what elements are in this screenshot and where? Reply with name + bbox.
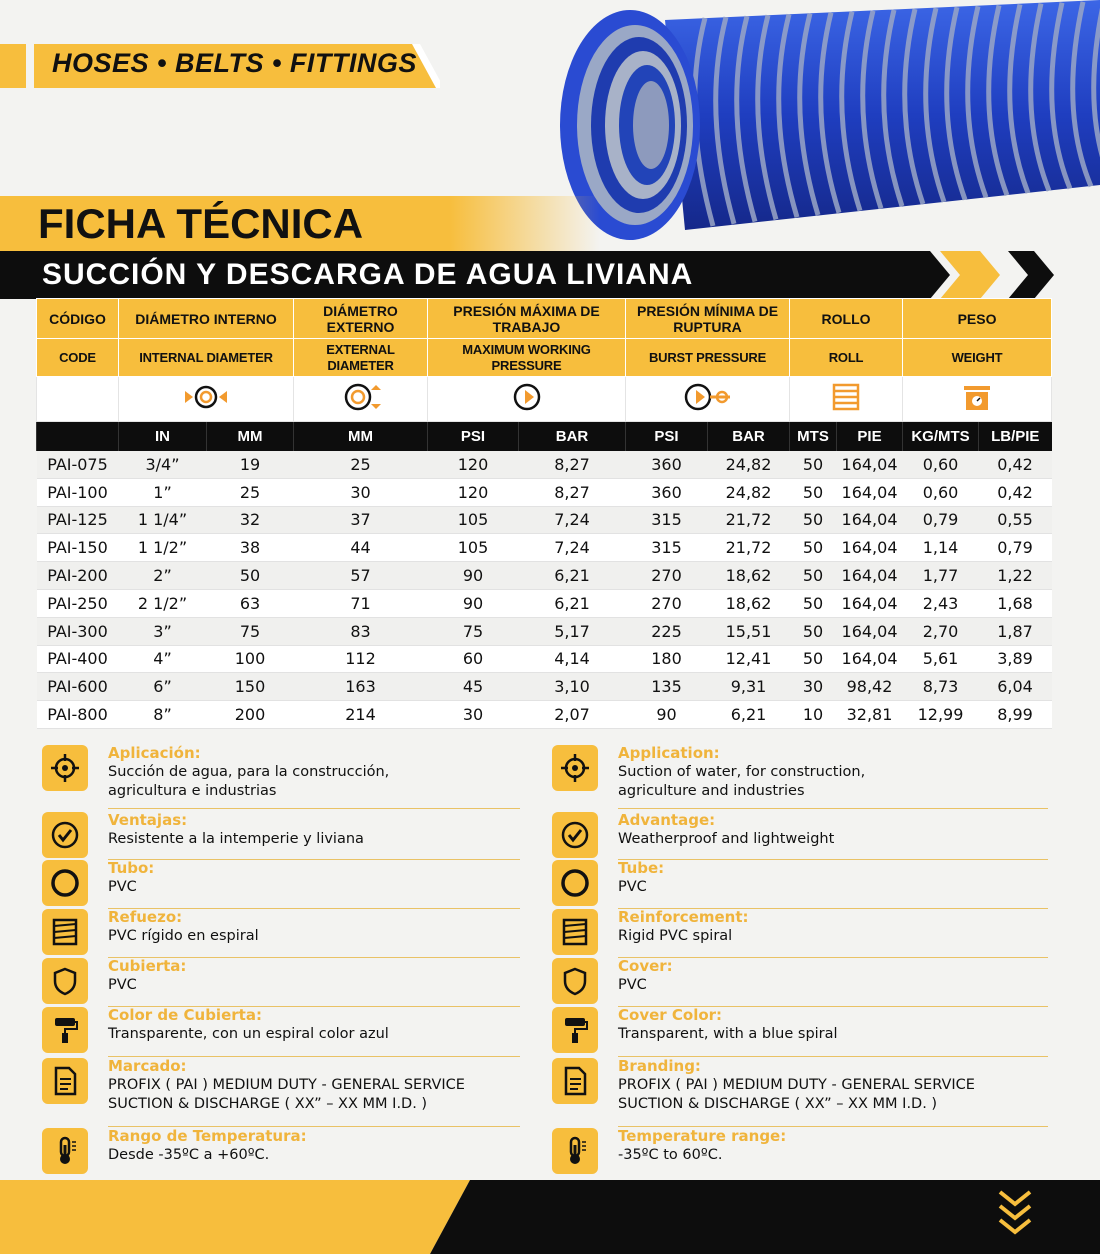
info-item xyxy=(552,1128,1048,1178)
divider xyxy=(108,808,520,809)
info-value xyxy=(108,1025,389,1044)
header-icon-empty xyxy=(37,377,119,422)
table-cell: 75 xyxy=(428,617,519,645)
page-title: FICHA TÉCNICA xyxy=(38,200,364,247)
info-value-line: PVC xyxy=(108,879,137,895)
table-cell: 164,04 xyxy=(837,478,903,506)
info-icon-box xyxy=(42,909,88,955)
table-cell: 1,87 xyxy=(979,617,1052,645)
info-value-line: SUCTION & DISCHARGE ( XX” – XX MM I.D. ) xyxy=(618,1096,938,1112)
table-cell: 90 xyxy=(428,562,519,590)
table-cell: 0,55 xyxy=(979,506,1052,534)
unit-cell xyxy=(37,422,119,452)
info-icon-box xyxy=(552,1128,598,1174)
table-cell: 8” xyxy=(119,701,207,729)
table-cell: 25 xyxy=(294,451,428,478)
table-cell: 71 xyxy=(294,589,428,617)
info-value-line: Rigid PVC spiral xyxy=(618,928,733,944)
table-cell: 44 xyxy=(294,534,428,562)
info-value xyxy=(618,878,647,897)
info-value-line: Transparente, con un espiral color azul xyxy=(108,1026,389,1042)
table-cell: 4,14 xyxy=(519,645,626,673)
table-cell: 163 xyxy=(294,673,428,701)
info-value xyxy=(618,927,732,946)
info-icon-box xyxy=(42,860,88,906)
table-cell: 6,04 xyxy=(979,673,1052,701)
table-cell: 32,81 xyxy=(837,701,903,729)
table-cell: 4” xyxy=(119,645,207,673)
table-cell: 1,22 xyxy=(979,562,1052,590)
info-value-line: PVC xyxy=(108,977,137,993)
table-cell: 30 xyxy=(294,478,428,506)
table-cell: 1 1/4” xyxy=(119,506,207,534)
info-item xyxy=(42,1007,520,1057)
info-value xyxy=(618,1076,975,1114)
target-icon xyxy=(50,753,80,783)
diameter-icon xyxy=(183,385,229,409)
table-cell: 0,79 xyxy=(979,534,1052,562)
check-icon xyxy=(560,820,590,850)
info-icon-box xyxy=(552,909,598,955)
info-value-line: Suction of water, for construction, xyxy=(618,764,866,780)
info-icon-box xyxy=(42,1007,88,1053)
info-value xyxy=(108,878,137,897)
info-label: Ventajas: xyxy=(108,811,188,829)
product-code-cell: PAI-600 xyxy=(37,673,119,701)
paint-roller-icon xyxy=(560,1015,590,1045)
info-value-line: Resistente a la intemperie y liviana xyxy=(108,831,364,847)
info-value xyxy=(108,1076,465,1114)
table-cell: 5,17 xyxy=(519,617,626,645)
table-cell: 270 xyxy=(626,562,708,590)
unit-cell: PSI xyxy=(428,422,519,452)
info-item xyxy=(42,909,520,959)
table-cell: 50 xyxy=(790,534,837,562)
header-es-external-diameter: DIÁMETRO EXTERNO xyxy=(294,299,428,339)
info-value-line: agricultura e industrias xyxy=(108,783,277,799)
table-cell: 2” xyxy=(119,562,207,590)
table-cell: 1,14 xyxy=(903,534,979,562)
table-row xyxy=(37,617,1052,645)
table-cell: 37 xyxy=(294,506,428,534)
table-cell: 15,51 xyxy=(708,617,790,645)
info-item xyxy=(42,1128,520,1178)
unit-cell: PSI xyxy=(626,422,708,452)
header-en-internal-diameter: INTERNAL DIAMETER xyxy=(119,339,294,377)
product-code-cell: PAI-800 xyxy=(37,701,119,729)
target-icon xyxy=(560,753,590,783)
page-subtitle: SUCCIÓN Y DESCARGA DE AGUA LIVIANA xyxy=(42,258,694,291)
table-cell: 50 xyxy=(790,562,837,590)
header-es-internal-diameter: DIÁMETRO INTERNO xyxy=(119,299,294,339)
info-value xyxy=(108,976,137,995)
table-cell: 24,82 xyxy=(708,478,790,506)
table-cell: 60 xyxy=(428,645,519,673)
info-value xyxy=(108,763,389,801)
info-label: Aplicación: xyxy=(108,744,201,762)
product-code-cell: PAI-300 xyxy=(37,617,119,645)
spec-table xyxy=(36,298,1052,729)
table-cell: 19 xyxy=(207,451,294,478)
unit-cell: LB/PIE xyxy=(979,422,1052,452)
table-cell: 50 xyxy=(790,451,837,478)
header-es-weight: PESO xyxy=(903,299,1052,339)
header-es-roll: ROLLO xyxy=(790,299,903,339)
pressure-gauge-icon xyxy=(512,382,542,412)
table-cell: 120 xyxy=(428,451,519,478)
info-label: Advantage: xyxy=(618,811,716,829)
header-en-code: CODE xyxy=(37,339,119,377)
header-en-weight: WEIGHT xyxy=(903,339,1052,377)
table-cell: 214 xyxy=(294,701,428,729)
info-value-line: Succión de agua, para la construcción, xyxy=(108,764,390,780)
footer-band xyxy=(0,1180,1100,1254)
table-cell: 120 xyxy=(428,478,519,506)
table-cell: 2,07 xyxy=(519,701,626,729)
product-code-cell: PAI-075 xyxy=(37,451,119,478)
info-icon-box xyxy=(552,1058,598,1104)
info-label: Branding: xyxy=(618,1057,701,1075)
table-cell: 6” xyxy=(119,673,207,701)
info-icon-box xyxy=(42,1128,88,1174)
table-cell: 7,24 xyxy=(519,534,626,562)
info-item xyxy=(42,1057,520,1112)
table-row xyxy=(37,534,1052,562)
table-cell: 63 xyxy=(207,589,294,617)
table-cell: 6,21 xyxy=(708,701,790,729)
info-label: Refuezo: xyxy=(108,908,183,926)
table-row xyxy=(37,506,1052,534)
paint-roller-icon xyxy=(50,1015,80,1045)
table-cell: 164,04 xyxy=(837,562,903,590)
info-icon-box xyxy=(552,958,598,1004)
roll-icon xyxy=(831,383,861,411)
info-value-line: Transparent, with a blue spiral xyxy=(618,1026,838,1042)
table-cell: 50 xyxy=(790,617,837,645)
info-item xyxy=(42,958,520,1008)
table-cell: 164,04 xyxy=(837,617,903,645)
table-cell: 57 xyxy=(294,562,428,590)
info-value-line: SUCTION & DISCHARGE ( XX” – XX MM I.D. ) xyxy=(108,1096,428,1112)
table-cell: 0,42 xyxy=(979,451,1052,478)
table-cell: 164,04 xyxy=(837,589,903,617)
table-cell: 105 xyxy=(428,534,519,562)
table-cell: 315 xyxy=(626,534,708,562)
table-cell: 315 xyxy=(626,506,708,534)
info-value-line: Desde -35ºC a +60ºC. xyxy=(108,1147,270,1163)
unit-cell: MM xyxy=(294,422,428,452)
table-cell: 8,27 xyxy=(519,478,626,506)
table-cell: 1 1/2” xyxy=(119,534,207,562)
document-icon xyxy=(50,1066,80,1096)
table-cell: 25 xyxy=(207,478,294,506)
info-label: Cover: xyxy=(618,957,673,975)
header-en-external-diameter: EXTERNAL DIAMETER xyxy=(294,339,428,377)
info-value-line: PVC xyxy=(618,977,647,993)
tube-icon xyxy=(560,868,590,898)
table-cell: 6,21 xyxy=(519,589,626,617)
info-icon-box xyxy=(552,1007,598,1053)
table-row xyxy=(37,478,1052,506)
table-cell: 83 xyxy=(294,617,428,645)
spiral-icon xyxy=(50,917,80,947)
header-es-burst-pressure: PRESIÓN MÍNIMA DE RUPTURA xyxy=(626,299,790,339)
info-icon-box xyxy=(552,812,598,858)
table-cell: 112 xyxy=(294,645,428,673)
product-code-cell: PAI-125 xyxy=(37,506,119,534)
info-label: Cubierta: xyxy=(108,957,187,975)
info-value-line: agriculture and industries xyxy=(618,783,805,799)
table-cell: 9,31 xyxy=(708,673,790,701)
table-cell: 21,72 xyxy=(708,506,790,534)
table-cell: 3” xyxy=(119,617,207,645)
table-cell: 1,68 xyxy=(979,589,1052,617)
check-icon xyxy=(50,820,80,850)
table-cell: 7,24 xyxy=(519,506,626,534)
info-label: Color de Cubierta: xyxy=(108,1006,262,1024)
info-label: Marcado: xyxy=(108,1057,187,1075)
header-en-max-pressure: MAXIMUM WORKING PRESSURE xyxy=(428,339,626,377)
info-label: Rango de Temperatura: xyxy=(108,1127,307,1145)
table-cell: 105 xyxy=(428,506,519,534)
shield-icon xyxy=(50,966,80,996)
product-code-cell: PAI-200 xyxy=(37,562,119,590)
info-value xyxy=(108,1146,269,1165)
info-icon-box xyxy=(42,958,88,1004)
table-cell: 3,10 xyxy=(519,673,626,701)
table-cell: 1” xyxy=(119,478,207,506)
product-code-cell: PAI-400 xyxy=(37,645,119,673)
table-cell: 135 xyxy=(626,673,708,701)
info-item xyxy=(552,812,1048,862)
table-cell: 3/4” xyxy=(119,451,207,478)
info-label: Tubo: xyxy=(108,859,155,877)
header-en-roll: ROLL xyxy=(790,339,903,377)
table-row xyxy=(37,645,1052,673)
table-cell: 2 1/2” xyxy=(119,589,207,617)
units-header xyxy=(37,422,1052,452)
info-value-line: PVC xyxy=(618,879,647,895)
table-cell: 6,21 xyxy=(519,562,626,590)
thermometer-icon xyxy=(560,1136,590,1166)
unit-cell: BAR xyxy=(519,422,626,452)
unit-cell: BAR xyxy=(708,422,790,452)
table-cell: 50 xyxy=(207,562,294,590)
table-cell: 150 xyxy=(207,673,294,701)
table-cell: 8,99 xyxy=(979,701,1052,729)
info-value-line: PVC rígido en espiral xyxy=(108,928,259,944)
table-cell: 5,61 xyxy=(903,645,979,673)
table-cell: 30 xyxy=(790,673,837,701)
info-icon-box xyxy=(42,812,88,858)
table-cell: 360 xyxy=(626,478,708,506)
hose-image xyxy=(545,0,1100,250)
table-cell: 164,04 xyxy=(837,451,903,478)
info-icon-box xyxy=(552,860,598,906)
table-cell: 100 xyxy=(207,645,294,673)
table-cell: 8,73 xyxy=(903,673,979,701)
thermometer-icon xyxy=(50,1136,80,1166)
info-item xyxy=(552,860,1048,910)
info-value-line: -35ºC to 60ºC. xyxy=(618,1147,723,1163)
table-cell: 0,60 xyxy=(903,478,979,506)
info-value xyxy=(618,830,834,849)
table-cell: 2,43 xyxy=(903,589,979,617)
table-cell: 90 xyxy=(428,589,519,617)
table-cell: 38 xyxy=(207,534,294,562)
table-cell: 164,04 xyxy=(837,645,903,673)
info-item xyxy=(552,744,1048,799)
info-label: Temperature range: xyxy=(618,1127,787,1145)
table-row xyxy=(37,701,1052,729)
table-cell: 200 xyxy=(207,701,294,729)
tagline: HOSES • BELTS • FITTINGS xyxy=(52,48,417,78)
info-label: Reinforcement: xyxy=(618,908,749,926)
table-cell: 180 xyxy=(626,645,708,673)
table-row xyxy=(37,673,1052,701)
table-row xyxy=(37,562,1052,590)
info-value xyxy=(618,763,865,801)
table-cell: 50 xyxy=(790,478,837,506)
table-cell: 50 xyxy=(790,645,837,673)
table-cell: 18,62 xyxy=(708,589,790,617)
tube-icon xyxy=(50,868,80,898)
table-cell: 30 xyxy=(428,701,519,729)
header-es-code: CÓDIGO xyxy=(37,299,119,339)
info-item xyxy=(42,860,520,910)
table-cell: 270 xyxy=(626,589,708,617)
scale-icon xyxy=(962,382,992,412)
table-cell: 45 xyxy=(428,673,519,701)
table-cell: 1,77 xyxy=(903,562,979,590)
table-cell: 12,41 xyxy=(708,645,790,673)
document-icon xyxy=(560,1066,590,1096)
table-cell: 24,82 xyxy=(708,451,790,478)
unit-cell: MTS xyxy=(790,422,837,452)
info-icon-box xyxy=(42,1058,88,1104)
unit-cell: MM xyxy=(207,422,294,452)
table-cell: 12,99 xyxy=(903,701,979,729)
table-cell: 0,42 xyxy=(979,478,1052,506)
table-cell: 8,27 xyxy=(519,451,626,478)
info-item xyxy=(42,744,520,799)
table-row xyxy=(37,589,1052,617)
unit-cell: KG/MTS xyxy=(903,422,979,452)
info-icon-box xyxy=(552,745,598,791)
table-cell: 21,72 xyxy=(708,534,790,562)
table-cell: 10 xyxy=(790,701,837,729)
table-cell: 98,42 xyxy=(837,673,903,701)
table-cell: 3,89 xyxy=(979,645,1052,673)
table-cell: 32 xyxy=(207,506,294,534)
info-value-line: PROFIX ( PAI ) MEDIUM DUTY - GENERAL SERVICE xyxy=(618,1077,975,1093)
table-cell: 0,60 xyxy=(903,451,979,478)
table-cell: 2,70 xyxy=(903,617,979,645)
table-cell: 50 xyxy=(790,589,837,617)
info-item xyxy=(42,812,520,862)
unit-cell: IN xyxy=(119,422,207,452)
table-cell: 164,04 xyxy=(837,506,903,534)
info-value-line: Weatherproof and lightweight xyxy=(618,831,835,847)
table-cell: 75 xyxy=(207,617,294,645)
info-item xyxy=(552,1057,1048,1112)
info-label: Tube: xyxy=(618,859,665,877)
product-code-cell: PAI-250 xyxy=(37,589,119,617)
table-body xyxy=(37,451,1052,728)
info-item xyxy=(552,958,1048,1008)
info-label: Application: xyxy=(618,744,720,762)
info-value xyxy=(108,927,259,946)
header-en-burst-pressure: BURST PRESSURE xyxy=(626,339,790,377)
header-es-max-pressure: PRESIÓN MÁXIMA DE TRABAJO xyxy=(428,299,626,339)
table-cell: 360 xyxy=(626,451,708,478)
info-item xyxy=(552,1007,1048,1057)
shield-icon xyxy=(560,966,590,996)
info-value xyxy=(618,976,647,995)
info-value xyxy=(618,1146,722,1165)
info-label: Cover Color: xyxy=(618,1006,723,1024)
table-cell: 164,04 xyxy=(837,534,903,562)
spiral-icon xyxy=(560,917,590,947)
product-code-cell: PAI-150 xyxy=(37,534,119,562)
info-value xyxy=(618,1025,838,1044)
table-cell: 90 xyxy=(626,701,708,729)
burst-pressure-icon xyxy=(684,382,732,412)
info-item xyxy=(552,909,1048,959)
info-icon-box xyxy=(42,745,88,791)
product-code-cell: PAI-100 xyxy=(37,478,119,506)
table-row xyxy=(37,451,1052,478)
divider xyxy=(618,808,1048,809)
table-cell: 18,62 xyxy=(708,562,790,590)
table-cell: 225 xyxy=(626,617,708,645)
unit-cell: PIE xyxy=(837,422,903,452)
external-diameter-icon xyxy=(340,382,382,412)
table-cell: 50 xyxy=(790,506,837,534)
info-value xyxy=(108,830,364,849)
table-cell: 0,79 xyxy=(903,506,979,534)
info-value-line: PROFIX ( PAI ) MEDIUM DUTY - GENERAL SERVICE xyxy=(108,1077,465,1093)
